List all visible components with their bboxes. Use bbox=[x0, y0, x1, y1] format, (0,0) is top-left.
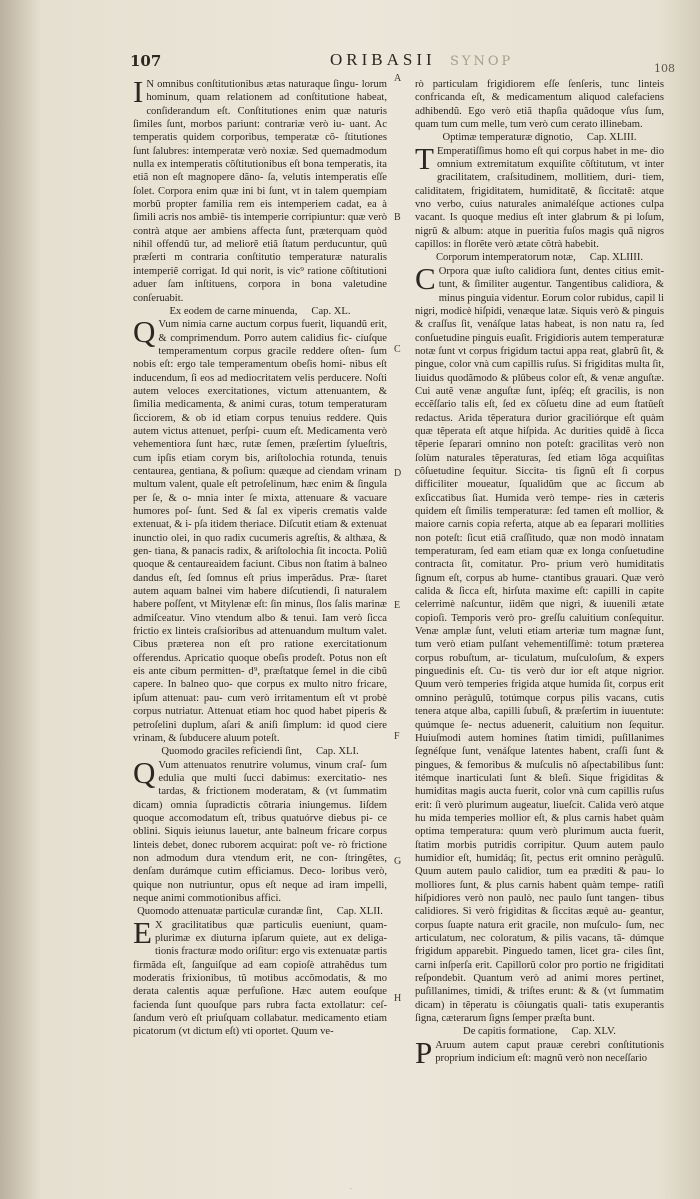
chapter-title: Corporum intemperatorum notæ, bbox=[435, 252, 576, 264]
chapter-number: Cap. XL. bbox=[311, 305, 351, 317]
chapter-number: Cap. XLIIII. bbox=[589, 252, 643, 264]
margin-letters bbox=[390, 0, 410, 1199]
chapter-number: Cap. XLI. bbox=[315, 746, 359, 758]
chapter-title: Optimæ temperaturæ dignotio, bbox=[442, 132, 573, 144]
chapter-number: Cap. XLV. bbox=[571, 1026, 616, 1038]
bleed-through-head: SYNOP bbox=[450, 54, 514, 69]
body-paragraph bbox=[133, 314, 387, 745]
drop-cap: P bbox=[415, 1034, 433, 1070]
paragraph-text: Orpora quæ iuſto calidiora ſunt, dentes citius emit- tunt, & ſimiliter augentur. Tangentibus calidiora, & minus pinguia videntur. Eorum color rubidus, capil li nigri, modicè hiſpidi, venæque latæ. Siquis verò & pinguis & craſſus ſit, venáſque latas habeat, is non natu ra, ſed conſuetudine pinguis euaſit. Frigidioris autem temperaturæ notæ ſunt vt corpus frigidum tactui appa reat, glabrũ ſit, & pingue, color vnà cum capillis ruſus. Si frigiditas multa ſit, liuidus quodãmodo & plũbeus color eſt, & venæ anguſtæ. Cui autẽ venæ anguſtæ ſunt, ipſéq; eſt gracilis, is non eccẽſſario talis eſt, ſed ex cõſuetu dine ad eum ſtatũeſt redactus. Arida tẽperatura durior graciliórque eſt quàm quæ tẽperata eſt atque hiſpida. Ac durities quidẽ à ſicca tẽperie ſeparari omnino non poteſt: gracilitas verò non ſolùm naturales tẽperaturas, ſed etiam lõga acquiſitas cõſuetudine ſequitur. Siccita- tis ſignũ eſt ſi corpus difficiliter moueatur, ſqualidũm que ac ſiccum ab exſiccatibus ſiat. Humida verò tempe- ries in cæteris quidem eſt ſimilis temperaturæ: ſed tamen eſt mollior, & maiore carnis copia referta, atque ab ea ſeparari mollities non poteſt: ſicut etiã craſſitudo, quæ non modò innatam temperaturam, ſed eam etiam quæ ex longa conſuetudine contracta ſit, comitatur. Pro- prium verò humiditatis ſignum eſt, corpus ab hume- ctantibus grauari. Quæ verò calida & ſicca eſt, hirſuta maxime eſt: capilli in capite celerrimè naſcuntur, iidẽm que nigri, & iuuenili ætate copioſi. Temporis verò pro- greſſu caluitium conſequitur. Venæ amplæ ſunt, veluti etiam arteriæ tum magnæ ſunt, tum verò etiam pulſant vehementiſſimè: totum præterea corpus robuſtum, ar- ticulatum, muſculoſum, & expers pinguedinis eſt. Cu- tis verò dur ior eſt atque nigrior. Quum verò temperies frigida atque humida ſit, corpus erit omnino peràgulũ, totúmque corpus pilis vacans, cutis tenera atque alba, capilli ſubuſi, & præſertim in iuuentute: quúmque ſe- nectus aduenerit, caluitium non ſequitur. Huiuſmodi autem homines ſtatim timidi, puſillanimes ſegnéſque ſunt, venáſque latentes habent, craſſi ſunt & pingues, & femoribus & muſculis nõ aſpectabilibus ſunt: itémque inarticulati ſunt & bleſi. Sique frigiditas & humiditas magis aucta fuerit, color vnà cum capillis ruſus erit: ſi verò plurimum augeatur, liueſcit. Calida verò atque hu mida temperies mollior eſt, & plus carnis habet quàm optima temperatura: quum verò plurimum aucta fuerit, ſtatim morbis putridis corripitur. Quum autem paulo humidior eſt, humidáq; ſit, pectus erit omnino peràgulũ. Quum autem paulo calidior, tum ea præditi & pau- lo molliores ſunt, & plus carnis habent quàm tempe- ratiſi hiſpidiores verò non paulò, nec paulo ſunt tangen- tibus calidiores. Si verò frigiditas & ſiccitas æquè au- geantur, corpus ſuapte natura erit gracile, non muſculo- ſum, nec articulatum, nec coloratum, & pilis vacans, tã- dúmque frigidum apparebit. Pinguedo tamen, licet gra- ciles ſint, carni inſperſa erit. Capillorũ color pro portio ne frigiditati reſpondebit. Quantum verò ad animi mores pertinet, puſillanimes, timidi, & triſtes erunt: & & (vt ſummatim dicam) in tẽperatu is cõiungatis quali- tatis exuperantis ſigna, cæterarum ſigns ſemper præſta bunt. bbox=[415, 265, 664, 1025]
body-paragraph bbox=[415, 1034, 664, 1070]
chapter-heading bbox=[415, 131, 664, 144]
chapter-title: De capitis formatione, bbox=[463, 1026, 558, 1038]
body-paragraph bbox=[415, 78, 664, 131]
margin-letter: H bbox=[394, 993, 402, 1004]
chapter-heading bbox=[415, 251, 664, 264]
margin-letter: A bbox=[394, 73, 402, 84]
paragraph-text: Emperatiſſimus homo eſt qui corpus habet in me- dio omnium extremitatum exquiſite cõſtitutum, vt inter gracilitatem, craſsitudinem, mollitiem, duri- tiem, caliditatem, frigiditatem, humiditatẽ, & ſiccitatẽ: atque vno verbo, cuius naturales animaléſque actiones culpa vacant. Is quoque medius eſt inter glabrum & pi loſum, nigrũ & album: atque in pueritia fuſos magis quã nigros capillos: in florẽte verò ætate cõtrà habebit. bbox=[415, 145, 664, 251]
spine-shadow bbox=[0, 0, 40, 1199]
drop-cap: E bbox=[133, 914, 152, 950]
right-text-column bbox=[415, 78, 664, 1070]
chapter-title: Ex eodem de carne minuenda, bbox=[169, 305, 298, 317]
page-mark: · bbox=[350, 1186, 352, 1193]
margin-letter: F bbox=[394, 731, 400, 742]
body-paragraph bbox=[415, 140, 664, 252]
margin-letter: C bbox=[394, 344, 401, 355]
drop-cap: T bbox=[415, 140, 434, 176]
paragraph-text: X gracilitatibus quæ particulis eueniunt, quam- plurimæ ex diuturna ipſarum quiete, aut ex deliga- tionis fracturæ modo oriſitur: ergo vis extenuatæ partis firmãda eſt, ſanguiſque ad eam copioſè attrahẽdus tum moderatis frixionibus, tũ motibus accõmodatis, & mo derata calentis aquæ perfuſione. Hæc autem eouſque facienda ſunt quouſque pars rubra facta extollatur: ceſ- ſandum verò eſt priuſquam collabatur. medicamento etiam picatorum (vt dictum eſt) vti oportet. Quum ve- bbox=[133, 919, 387, 1038]
page-header bbox=[0, 50, 700, 75]
paragraph-text: Aruum autem caput prauæ cerebri conſtitutionis proprium indicium eſt: magnũ verò non neceſſario bbox=[435, 1039, 664, 1065]
margin-letter: E bbox=[394, 600, 401, 611]
drop-cap: C bbox=[415, 260, 436, 296]
chapter-heading bbox=[133, 305, 387, 318]
chapter-number: Cap. XLIII. bbox=[586, 132, 637, 144]
chapter-heading bbox=[133, 905, 387, 918]
left-text-column bbox=[133, 74, 387, 1039]
running-head: ORIBASII bbox=[330, 50, 436, 69]
margin-letter: B bbox=[394, 212, 401, 223]
paragraph-text: rò particulam frigidiorem eſſe ſenſeris, tunc linteis confricanda eſt, & medicamentum aliquod calefaciens adhibendũ. Ego verò etiã thapſia quãdoque vſus ſum, quam tum cum melle, tum verò cum cerato illinebam. bbox=[415, 79, 664, 131]
paragraph-text: Vum attenuatos renutrire volumus, vinum craſ- ſum edulia que multi ſucci dabimus: exercitatio- nes tardas, & frictionem moderatam, & (vt ſummatim dicam) omnia ſupradictis cõtraria iniungemus. Iiſdem quoque accomodatum eſt, tribus quatuórve diebus pi- ce oblini. Siquis ieiunus lauetur, ante balneum fricare corpus linteis debet, donec ruborem acquirat: poſt ve- rò frictione non admodum dura vtendum erit, ne con- ſtringêtes, denſam durámque cutim efficiamus. Deco- loribus verò, quique non nutriuntur, opus eſt neque ad iram impelli, neque animi commotionibus affici. bbox=[133, 759, 387, 904]
page-number-left: 107 bbox=[130, 52, 162, 70]
page-number-right: 108 bbox=[654, 62, 675, 75]
paragraph-text: N omnibus conſtitutionibus ætas naturaque ſingu- lorum hominum, quam relationem ad conſtitutione habeat, conſiderandum eſt. Conſtitutiones enim quæ naturis ſimiles ſunt, morbos pariunt: contrariæ verò iu- uant. Ac temperatis quidem corporibus, temperatæ cõ- ſtitutiones ſunt ſalubres: intemperatæ verò noxiæ. Sed quemadmodum nulla ex intemperatis cõſtitutionibus eſt bona temperatis, ita etiã non eſt magnopere dãno- ſa, velutis intemperatis eſſe ſolet. Corpora enim quæ ini bi ſunt, vt in talem quempiam morbũ propter familia rem eis intemperiem cadat, ea à ſimili acris nos ambiẽ- tis intemperie corripiuntur: quæ verò contrà atque aer ambiens affecta ſunt, præterquam quòd nihil offendũ tur, ad meliorẽ etiã ſtatum perducuntur, quũ præſerti m contraria conſtitutio temperaturæ naturalis intemperiẽ corrigat. Id qui norit, is vic⁹ ratione cõſtitutioni aduer ſam inſtituens, corpora in bona valetudine conſeruabit. bbox=[133, 79, 387, 304]
chapter-number: Cap. XLII. bbox=[336, 906, 383, 918]
body-paragraph bbox=[133, 914, 387, 1039]
chapter-heading bbox=[415, 1025, 664, 1038]
chapter-title: Quomodo graciles reficiendi ſint, bbox=[161, 746, 302, 758]
chapter-heading bbox=[133, 745, 387, 758]
chapter-title: Quomodo attenuatæ particulæ curandæ ſint, bbox=[137, 906, 323, 918]
margin-letter: D bbox=[394, 468, 402, 479]
paragraph-text: Vum nimia carne auctum corpus fuerit, liquandũ erit, & comprimendum. Porro autem calidius fic- cíuſque temperamentum corpus gracile reddere oſten- ſum nobis eſt: ergo tale temperamentum obeſis homi- nibus eſt inducendum, ſi eos ad mediocritatem velis perducere. Noſti autem veloces exercitationes, victum attenuantem, & ſimilia medicamenta, & animi curas, totum temperaturam ſicciorem, & ob id etiam corpus tenuius reddere. Quis autem victus attenuet, perſpi- cuum eſt. Medicamenta verò vehementiora ſunt hæc, rutæ ſemen, præſertim ſylueſtris, cum ipſis etiam corym bis, ariſtolochia rotunda, tenuis centaurea, gentiana, & poſium: quæque ad ciendam vrinam multum valent, quale eſt petroſelinum, hæc enim & ſingula per ſe, & o- mnia inter ſe mixta, attenuare & vacuare humores poſ- ſunt. Sed & ſal ex viperis crematis valde extenuat, & i- pſa itidem theriace. Diſcutit etiam & extenuat inunctio olei, in quo radix cucumeris agreſtis, & althæa, & gen- tiana, & panacis radix, & ariſtolochia ſit incocta. Poliũ quoque & centaureaidem faciunt. Cibus non ſtatim à balneo dandus eſt, ſed ſomnus eſt prius imperãdus. Præ- ſtaret autem aquam balnei vim habere diſcutiendi, ſi naturalem habere poſſent, vt Mitylenæ eſt: ſin minus, ſlos ſalis marinæ admiſceatur. Vino vtendum albo & tenui. Iam verò ſicca frictio ex linteis craſsioribus ad attenuandum multum valet. Cibus præterea non eſt pro ratione exercitationum offerendus. Apricatio quoque obeſis prodeſt. Potus non eſt eis ante cibum permitten- d⁹, præſtatque ſemel in die cibũ capere. In balneo quo- que corpus ex multo nitro fricare, ipſum attenuat: pau- cum verò irritamentum eſt vt probè corpus nutriatur. Attenuat etiam hoc quod habet piperis & petroſelini duplum, aſari & aniſi ſimplum: id quod ciere vrinam, & ſubducere aluum poteſt. bbox=[133, 319, 387, 744]
body-paragraph bbox=[415, 260, 664, 1026]
margin-letter: G bbox=[394, 856, 402, 867]
drop-cap: I bbox=[133, 74, 144, 109]
body-paragraph bbox=[133, 754, 387, 906]
body-paragraph bbox=[133, 74, 387, 305]
drop-cap: Q bbox=[133, 314, 156, 350]
drop-cap: Q bbox=[133, 754, 156, 790]
